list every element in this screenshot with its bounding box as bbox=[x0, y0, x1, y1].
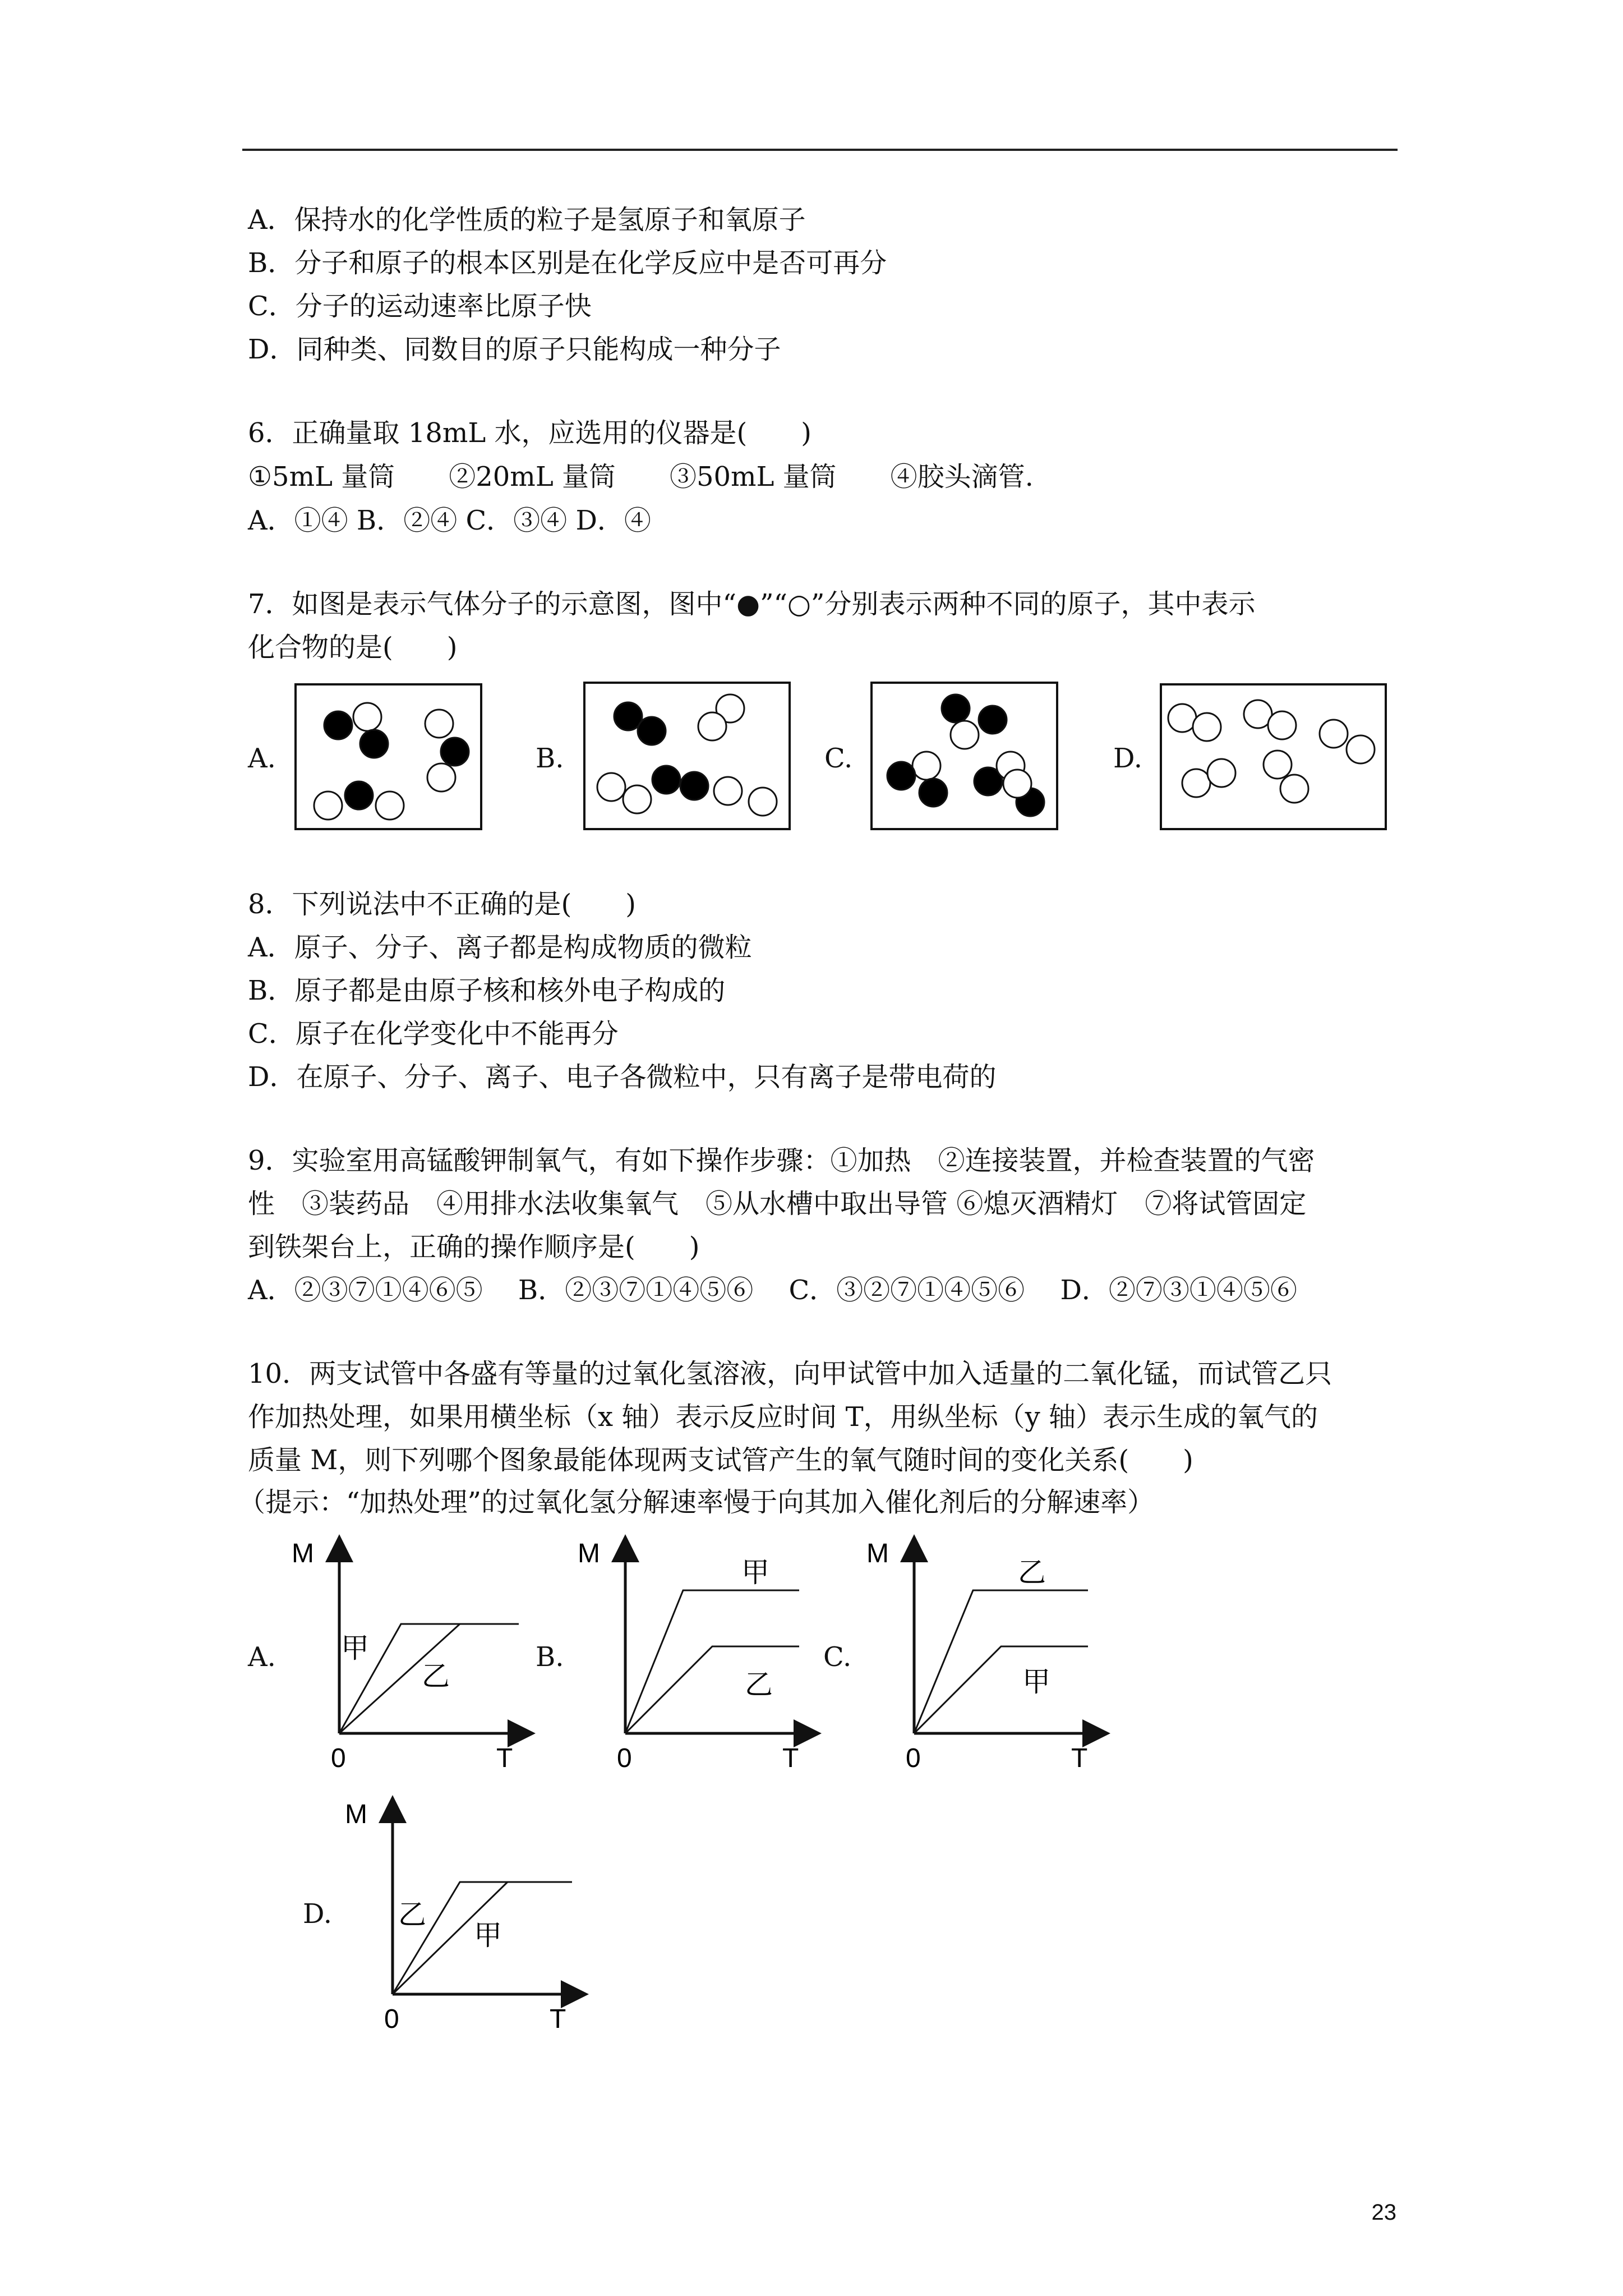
white-atom bbox=[353, 703, 381, 731]
q5-option-d[interactable]: D．同种类、同数目的原子只能构成一种分子 bbox=[248, 334, 781, 365]
white-atom bbox=[698, 712, 726, 740]
q9-stem-line2: 性 ③装药品 ④用排水法收集氧气 ⑤从水槽中取出导管 ⑥熄灭酒精灯 ⑦将试管固定 bbox=[248, 1188, 1307, 1220]
label-upper: 乙 bbox=[1018, 1556, 1046, 1589]
white-atom bbox=[425, 710, 453, 738]
black-atom bbox=[345, 781, 373, 809]
q7-label-b[interactable]: B. bbox=[536, 743, 564, 774]
origin-label: 0 bbox=[906, 1743, 921, 1773]
q10-hint: （提示：“加热处理”的过氧化氢分解速率慢于向其加入催化剂后的分解速率） bbox=[238, 1487, 1155, 1518]
curve-upper bbox=[625, 1590, 799, 1733]
q6-choices[interactable]: A．①④ B．②④ C．③④ D．④ bbox=[248, 505, 651, 536]
q9-stem-line1: 9．实验室用高锰酸钾制氧气，有如下操作步骤：①加热 ②连接装置，并检查装置的气密 bbox=[248, 1145, 1315, 1176]
q8-option-b[interactable]: B．原子都是由原子核和核外电子构成的 bbox=[248, 975, 726, 1006]
white-atom bbox=[623, 785, 651, 813]
white-atom bbox=[1193, 713, 1221, 741]
white-atom bbox=[597, 773, 625, 801]
white-atom bbox=[1347, 735, 1375, 763]
q10-graph-c[interactable] bbox=[866, 1537, 1102, 1773]
black-atom bbox=[942, 694, 970, 723]
white-atom bbox=[1264, 751, 1292, 779]
label-upper: 乙 bbox=[398, 1898, 426, 1931]
white-atom bbox=[1320, 720, 1348, 748]
q5-option-a[interactable]: A．保持水的化学性质的粒子是氢原子和氧原子 bbox=[248, 204, 806, 236]
white-atom bbox=[427, 763, 455, 792]
white-atom bbox=[749, 788, 777, 816]
white-atom bbox=[376, 792, 404, 820]
q7-diagram-d[interactable] bbox=[1160, 683, 1387, 830]
q7-label-c[interactable]: C. bbox=[824, 743, 853, 774]
curve-lower bbox=[625, 1646, 799, 1733]
label-upper: 甲 bbox=[341, 1632, 369, 1664]
x-axis-label: T bbox=[550, 2004, 566, 2034]
white-atom bbox=[912, 752, 940, 780]
q10-stem-line1: 10．两支试管中各盛有等量的过氧化氢溶液，向甲试管中加入适量的二氧化锰，而试管乙只 bbox=[248, 1358, 1332, 1389]
q7-label-a[interactable]: A. bbox=[248, 743, 276, 774]
origin-label: 0 bbox=[331, 1743, 346, 1773]
label-lower: 甲 bbox=[474, 1919, 502, 1952]
black-atom bbox=[441, 738, 469, 766]
y-axis-label: M bbox=[578, 1539, 600, 1568]
white-atom bbox=[951, 721, 979, 749]
label-lower: 甲 bbox=[1022, 1665, 1050, 1698]
x-axis-label: T bbox=[496, 1743, 513, 1773]
black-atom bbox=[324, 711, 352, 739]
q7-diagram-c[interactable] bbox=[870, 682, 1058, 830]
q10-label-d[interactable]: D. bbox=[303, 1898, 333, 1930]
black-atom bbox=[887, 762, 915, 790]
q10-graph-b[interactable] bbox=[578, 1537, 813, 1773]
black-atom bbox=[680, 772, 708, 800]
white-atom bbox=[1168, 704, 1196, 732]
q7-diagram-b[interactable] bbox=[583, 682, 791, 830]
q10-label-b[interactable]: B. bbox=[536, 1641, 564, 1673]
q9-stem-line3: 到铁架台上，正确的操作顺序是( ) bbox=[248, 1231, 700, 1263]
q6-items: ①5mL 量筒 ②20mL 量筒 ③50mL 量筒 ④胶头滴管. bbox=[248, 461, 1034, 493]
x-axis-label: T bbox=[1071, 1743, 1088, 1773]
black-atom bbox=[979, 706, 1007, 734]
y-axis-label: M bbox=[345, 1800, 367, 1829]
q10-stem-line2: 作加热处理，如果用横坐标（x 轴）表示反应时间 T，用纵坐标（y 轴）表示生成的氧气的 bbox=[248, 1401, 1318, 1433]
q10-stem-line3: 质量 M，则下列哪个图象最能体现两支试管产生的氧气随时间的变化关系( ) bbox=[248, 1444, 1193, 1476]
origin-label: 0 bbox=[384, 2004, 399, 2034]
x-axis-label: T bbox=[782, 1743, 799, 1773]
label-lower: 乙 bbox=[422, 1660, 450, 1692]
q10-graph-d[interactable] bbox=[345, 1798, 580, 2033]
q10-label-c[interactable]: C. bbox=[823, 1641, 852, 1673]
q8-stem: 8．下列说法中不正确的是( ) bbox=[248, 889, 636, 920]
q7-label-d[interactable]: D. bbox=[1113, 743, 1143, 774]
page-number: 23 bbox=[1371, 2200, 1396, 2225]
q7-stem-line1: 7．如图是表示气体分子的示意图，图中“●”“○”分别表示两种不同的原子，其中表示 bbox=[248, 588, 1256, 620]
curve-lower bbox=[914, 1646, 1088, 1733]
white-atom bbox=[1003, 770, 1031, 798]
white-atom bbox=[1207, 759, 1235, 787]
black-atom bbox=[360, 730, 388, 758]
black-atom bbox=[638, 717, 666, 745]
white-atom bbox=[1182, 769, 1210, 797]
q5-option-b[interactable]: B．分子和原子的根本区别是在化学反应中是否可再分 bbox=[248, 247, 887, 279]
q10-label-a[interactable]: A. bbox=[248, 1641, 276, 1673]
label-upper: 甲 bbox=[741, 1556, 769, 1589]
label-lower: 乙 bbox=[745, 1668, 773, 1701]
header-rule bbox=[242, 149, 1398, 151]
q8-option-a[interactable]: A．原子、分子、离子都是构成物质的微粒 bbox=[248, 932, 752, 963]
curve-upper bbox=[914, 1590, 1088, 1733]
q7-stem-line2: 化合物的是( ) bbox=[248, 632, 458, 663]
q9-choices[interactable]: A．②③⑦①④⑥⑤ B．②③⑦①④⑤⑥ C．③②⑦①④⑤⑥ D．②⑦③①④⑤⑥ bbox=[248, 1274, 1297, 1306]
origin-label: 0 bbox=[617, 1743, 632, 1773]
q5-option-c[interactable]: C．分子的运动速率比原子快 bbox=[248, 291, 592, 322]
q10-graph-a[interactable] bbox=[292, 1537, 527, 1773]
q6-stem: 6．正确量取 18mL 水，应选用的仪器是( ) bbox=[248, 417, 811, 449]
y-axis-label: M bbox=[292, 1539, 314, 1568]
q8-option-c[interactable]: C．原子在化学变化中不能再分 bbox=[248, 1018, 619, 1050]
black-atom bbox=[919, 779, 947, 807]
q8-option-d[interactable]: D．在原子、分子、离子、电子各微粒中，只有离子是带电荷的 bbox=[248, 1061, 997, 1093]
white-atom bbox=[714, 777, 742, 805]
white-atom bbox=[314, 792, 342, 820]
q7-diagram-a[interactable] bbox=[294, 683, 482, 830]
y-axis-label: M bbox=[866, 1539, 889, 1568]
white-atom bbox=[1280, 775, 1308, 803]
black-atom bbox=[652, 766, 680, 794]
white-atom bbox=[1268, 711, 1296, 739]
